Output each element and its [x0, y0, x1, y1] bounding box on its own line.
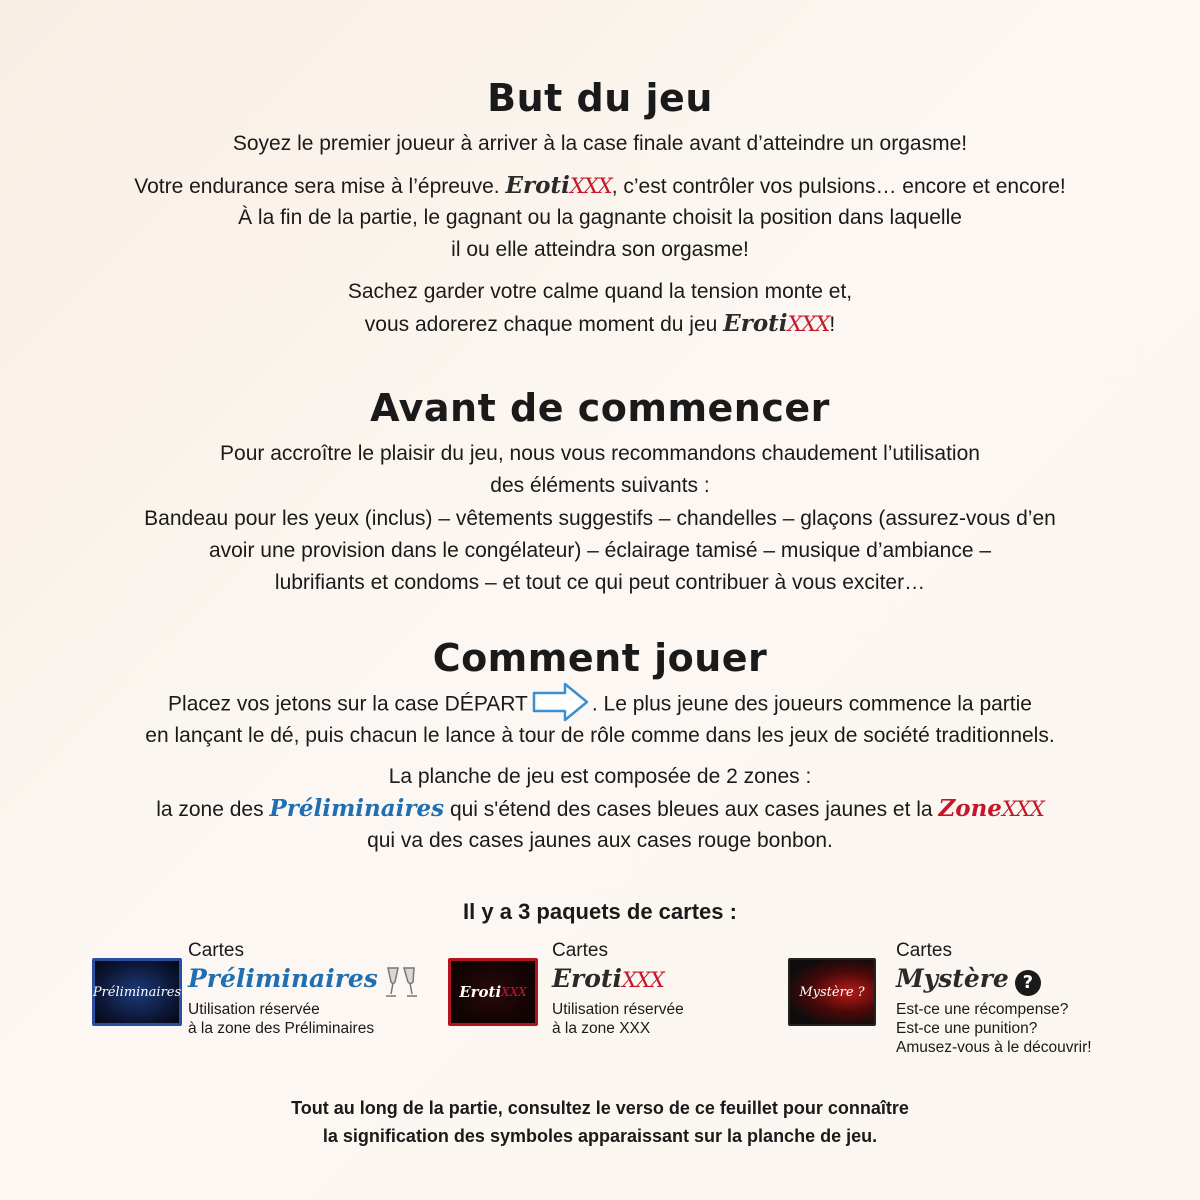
card-kicker: Cartes	[188, 940, 244, 961]
text-line-mid: qui s'étend des cases bleues aux cases jaunes et la	[449, 798, 933, 821]
cards-heading-text: Il y a 3 paquets de cartes :	[463, 899, 737, 924]
zone-xxx: XXX	[1001, 797, 1044, 821]
text-line	[0, 793, 1200, 826]
section-title: Avant de commencer	[370, 386, 830, 430]
paragraph	[0, 438, 1200, 470]
card-desc: Utilisation réservée	[188, 1001, 320, 1018]
section-but-du-jeu	[0, 76, 1200, 120]
card-erotixxx	[446, 938, 736, 1058]
card-desc: Est-ce une récompense?	[896, 1001, 1069, 1018]
card-desc: Utilisation réservée	[552, 1001, 684, 1018]
card-desc: Amusez-vous à le découvrir!	[896, 1039, 1092, 1056]
section-comment-jouer	[0, 636, 1200, 680]
card-desc: à la zone XXX	[552, 1020, 651, 1037]
paragraph	[0, 793, 1200, 826]
card-erotixxx-image	[448, 958, 538, 1026]
text-line	[0, 170, 1200, 203]
card-preliminaires	[90, 938, 420, 1058]
paragraph	[0, 535, 1200, 567]
text-line	[0, 308, 1200, 341]
card-mystere	[788, 938, 1128, 1068]
card-kicker: Cartes	[896, 940, 952, 961]
paragraph	[0, 825, 1200, 857]
card-image-label: Mystère ?	[799, 984, 865, 1000]
card-title	[896, 962, 1092, 1000]
paragraph	[0, 470, 1200, 502]
preliminaires-word: Préliminaires	[269, 795, 445, 822]
footer-line: la signification des symboles apparaissant sur la planche de jeu.	[322, 1126, 878, 1146]
card-erotixxx-text	[552, 940, 684, 1038]
footer-line: Tout au long de la partie, consultez le verso de ce feuillet pour connaître	[291, 1098, 909, 1118]
paragraph	[0, 720, 1200, 752]
card-title-text: Eroti	[552, 964, 622, 993]
section-title: But du jeu	[487, 76, 713, 120]
text-line: avoir une provision dans le congélateur) – éclairage tamisé – musique d’ambiance –	[208, 539, 992, 562]
zone-word: Zone	[938, 795, 1002, 822]
card-image-label: Préliminaires	[92, 984, 182, 1000]
text-line: il ou elle atteindra son orgasme!	[451, 238, 749, 261]
text-line	[0, 688, 1200, 722]
card-image-xxx: XXX	[501, 985, 527, 999]
card-mystere-text	[896, 940, 1092, 1057]
brand-xxx: XXX	[569, 174, 612, 198]
paragraph	[0, 308, 1200, 341]
arrow-right-icon	[532, 682, 590, 722]
paragraph	[0, 170, 1200, 203]
card-desc: Est-ce une punition?	[896, 1020, 1038, 1037]
card-image-label: Eroti	[459, 983, 502, 1001]
text-line: Bandeau pour les yeux (inclus) – vêtements suggestifs – chandelles – glaçons (assurez-vous d’en	[144, 507, 1056, 530]
paragraph	[0, 567, 1200, 599]
card-mystere-image	[788, 958, 876, 1026]
text-line-end: . Le plus jeune des joueurs commence la partie	[591, 692, 1032, 716]
paragraph	[0, 688, 1200, 722]
champagne-glasses-icon	[382, 966, 422, 1000]
brand-name: Eroti	[505, 172, 570, 199]
text-line: des éléments suivants :	[490, 474, 710, 497]
footer-note	[0, 1094, 1200, 1150]
text-line: La planche de jeu est composée de 2 zones :	[388, 765, 812, 788]
paragraph	[0, 128, 1200, 160]
card-kicker: Cartes	[552, 940, 608, 961]
text-line: Sachez garder votre calme quand la tension monte et,	[347, 280, 853, 303]
card-desc: à la zone des Préliminaires	[188, 1020, 375, 1037]
cards-heading	[0, 896, 1200, 928]
paragraph	[0, 234, 1200, 266]
section-avant-de-commencer	[0, 386, 1200, 430]
text-line-start: la zone des	[156, 798, 264, 821]
brand-xxx: XXX	[787, 312, 830, 336]
text-line-end: !	[829, 313, 836, 336]
card-preliminaires-image	[92, 958, 182, 1026]
brand-name: Eroti	[723, 310, 788, 337]
text-line: Soyez le premier joueur à arriver à la case finale avant d’atteindre un orgasme!	[232, 132, 968, 155]
text-line-start: vous adorerez chaque moment du jeu	[364, 313, 718, 336]
text-line-start: Votre endurance sera mise à l’épreuve.	[134, 175, 500, 198]
text-line-end: , c’est contrôler vos pulsions… encore et encore!	[611, 175, 1066, 198]
paragraph	[0, 276, 1200, 308]
card-title	[188, 962, 422, 1000]
text-line: lubrifiants et condoms – et tout ce qui peut contribuer à vous exciter…	[274, 571, 926, 594]
card-preliminaires-text	[188, 940, 422, 1038]
text-line-start: Placez vos jetons sur la case DÉPART	[168, 692, 528, 716]
paragraph	[0, 503, 1200, 535]
text-line: qui va des cases jaunes aux cases rouge bonbon.	[367, 829, 833, 852]
card-title-text: Préliminaires	[188, 964, 378, 993]
card-title-text: Mystère	[896, 964, 1009, 993]
question-mark-icon: ?	[1015, 970, 1041, 996]
card-title	[552, 962, 684, 1000]
paragraph	[0, 761, 1200, 793]
text-line: en lançant le dé, puis chacun le lance à tour de rôle comme dans les jeux de société traditionnels.	[145, 724, 1055, 747]
text-line: Pour accroître le plaisir du jeu, nous vous recommandons chaudement l’utilisation	[220, 442, 980, 465]
paragraph	[0, 202, 1200, 234]
card-title-xxx: XXX	[621, 968, 664, 992]
text-line: À la fin de la partie, le gagnant ou la gagnante choisit la position dans laquelle	[238, 206, 962, 229]
section-title: Comment jouer	[432, 636, 768, 680]
